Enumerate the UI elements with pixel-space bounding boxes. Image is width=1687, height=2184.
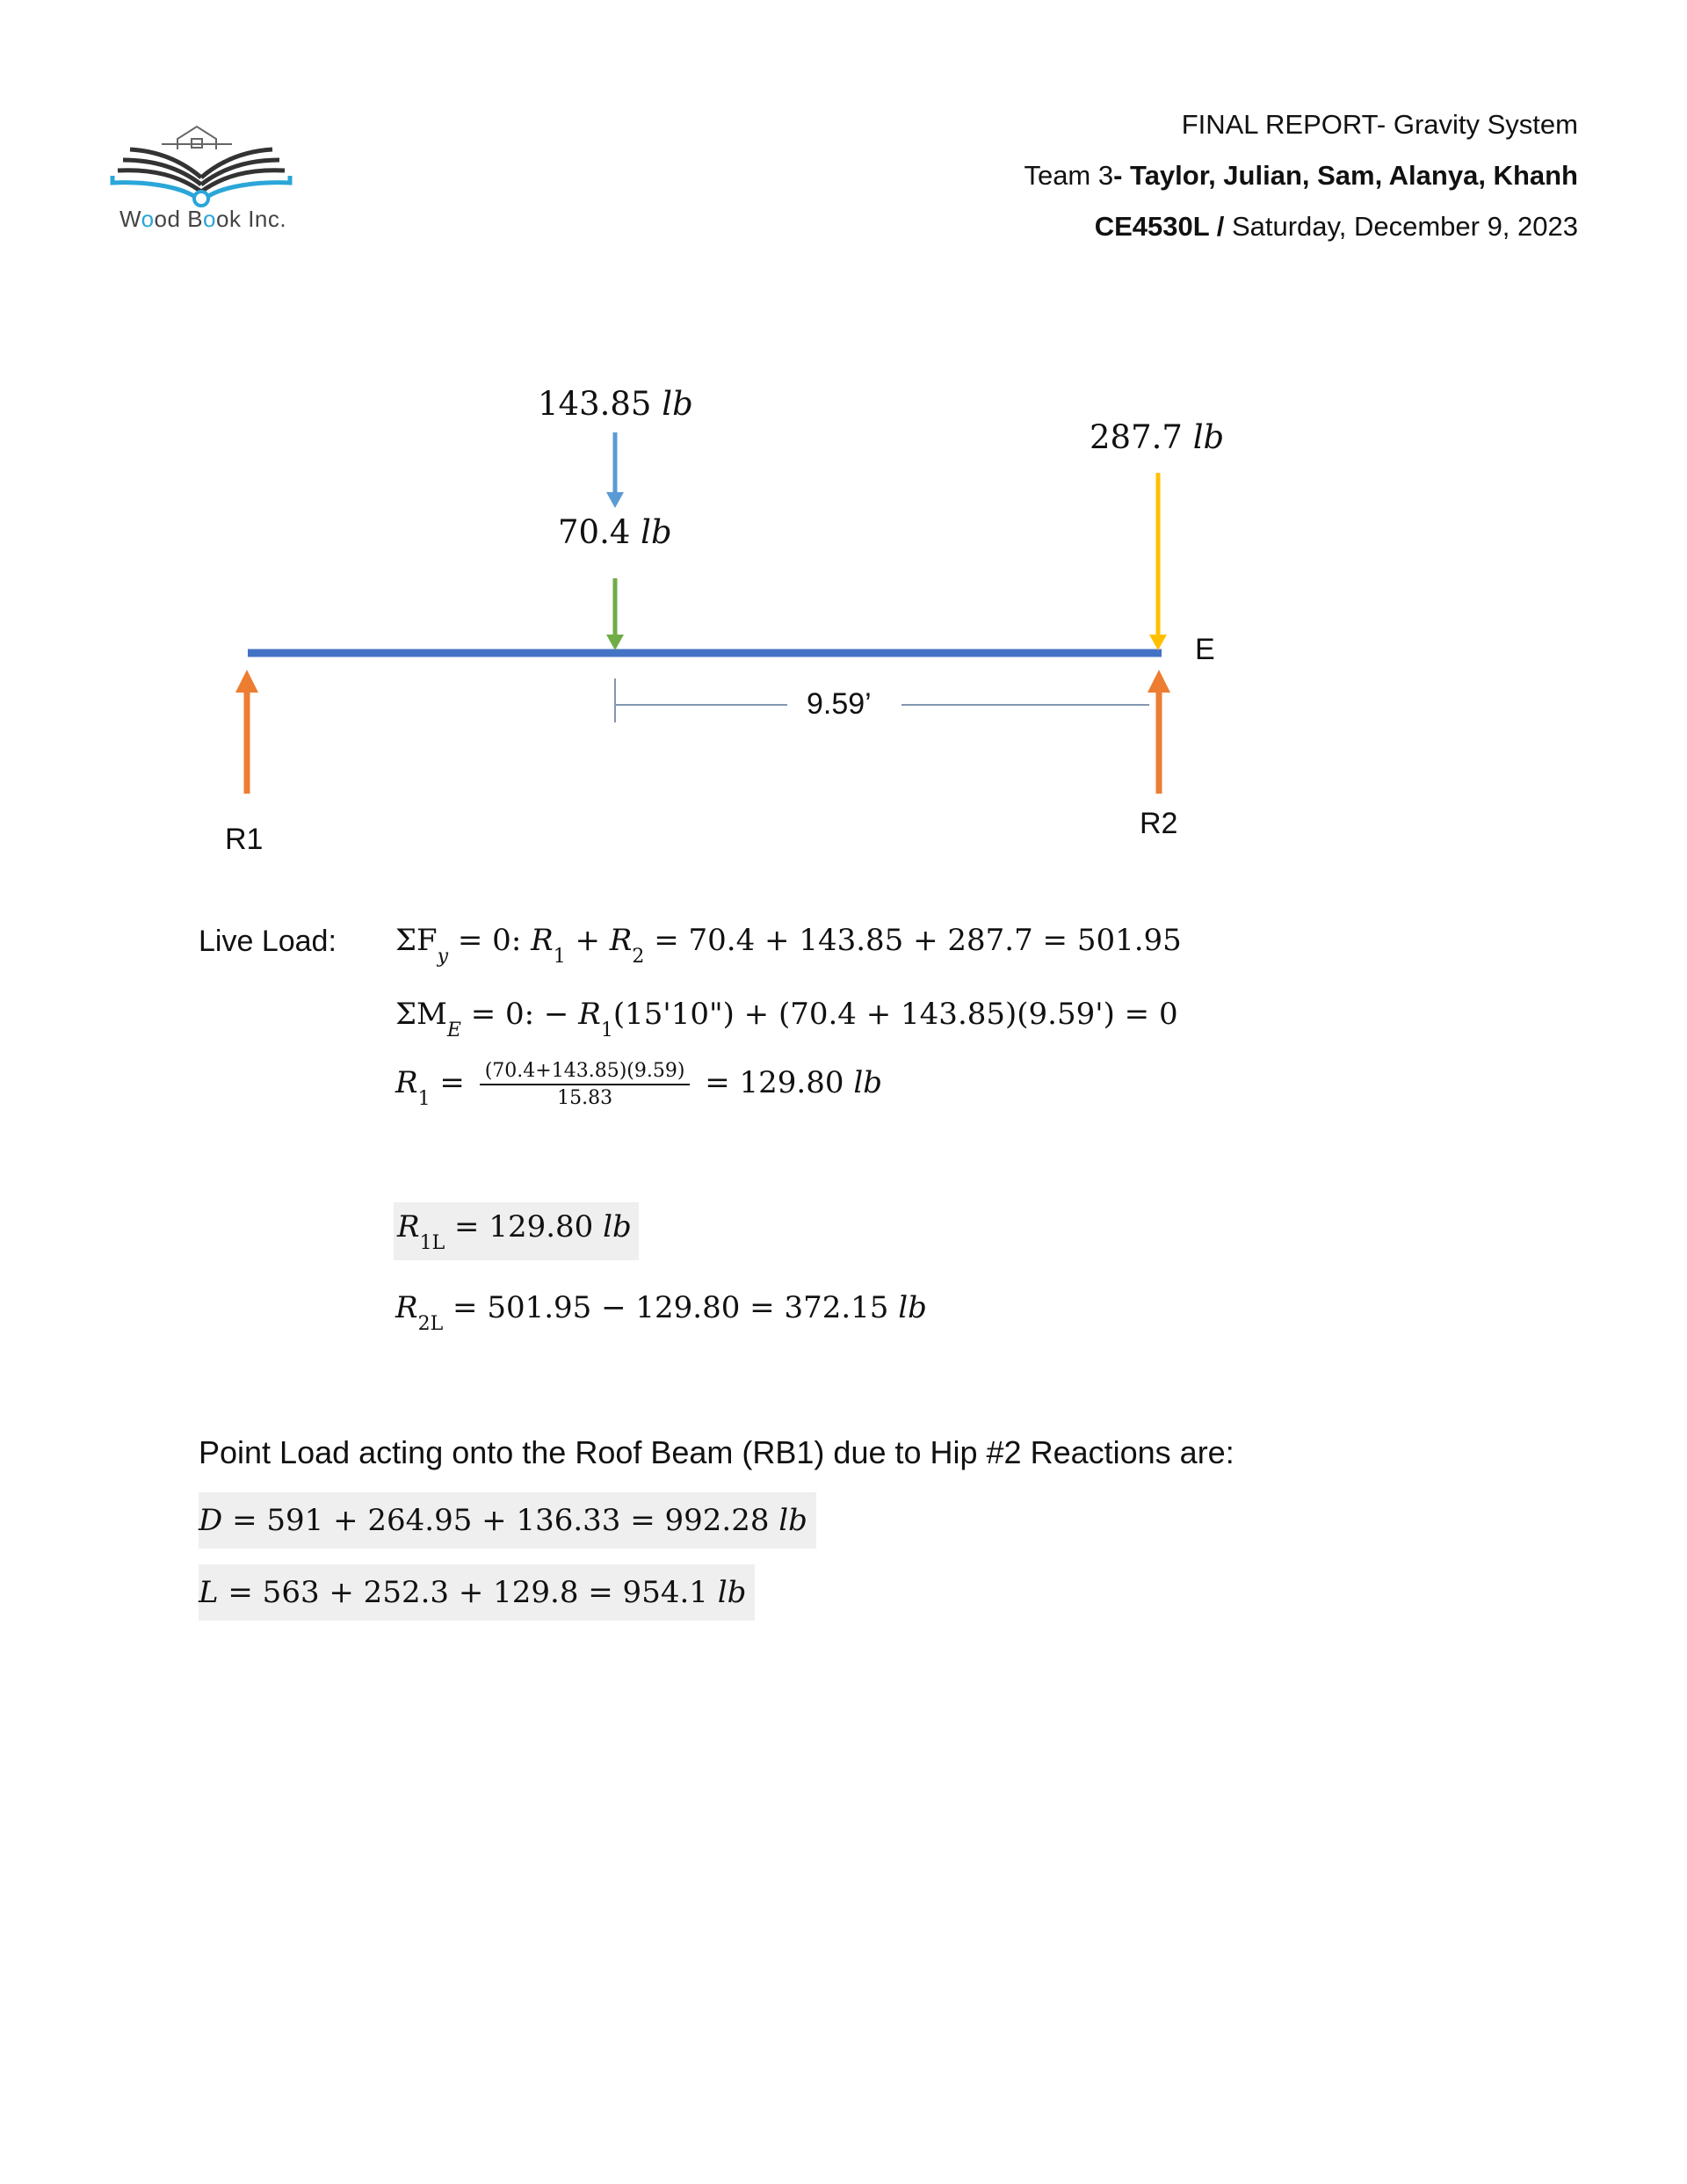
dimension-label: 9.59’ bbox=[807, 687, 872, 721]
dimension-line bbox=[615, 678, 1149, 722]
load-label-top: 143.85 lb bbox=[538, 385, 693, 423]
equation-sum-moments: $\Sigma M_E = 0$: − $R_1(15'10") + (70.4 + 143.85)(9.59') = 0$ bbox=[395, 997, 1178, 1041]
point-e-label: E bbox=[1195, 633, 1215, 666]
course-date-line: CE4530L / Saturday, December 9, 2023 bbox=[1094, 211, 1578, 242]
report-title: FINAL REPORT- Gravity System bbox=[1181, 109, 1578, 140]
reaction-arrow-r1 bbox=[235, 670, 258, 794]
load-arrow-mid bbox=[606, 578, 624, 650]
reaction-arrow-r2 bbox=[1148, 670, 1170, 794]
point-load-title: Point Load acting onto the Roof Beam (RB1) due to Hip #2 Reactions are: bbox=[199, 1434, 1234, 1470]
equation-r1l: $R_{1L} = 129.80$ lb bbox=[394, 1202, 639, 1260]
load-label-mid: 70.4 lb bbox=[558, 513, 672, 551]
load-arrow-top bbox=[606, 432, 624, 508]
equation-r2l: $R_{2L} = 501.95 - 129.80 = 372.15$ lb bbox=[395, 1290, 927, 1335]
r2-label: R2 bbox=[1140, 807, 1178, 840]
team-line: Team 3- Taylor, Julian, Sam, Alanya, Khanh bbox=[1024, 160, 1578, 191]
live-load-label: Live Load: bbox=[199, 925, 337, 958]
beam-diagram bbox=[0, 0, 1687, 879]
r1-label: R1 bbox=[225, 823, 264, 856]
load-arrow-right bbox=[1149, 473, 1167, 650]
live-load-equation: L = 563 + 252.3 + 129.8 = 954.1 lb bbox=[199, 1564, 755, 1621]
dead-load-equation: D = 591 + 264.95 + 136.33 = 992.28 lb bbox=[199, 1492, 816, 1549]
load-label-right: 287.7 lb bbox=[1090, 418, 1225, 456]
fraction: $\frac{(70.4+143.85)(9.59)}{15.83}$ bbox=[480, 1060, 691, 1109]
logo-text: Wood Book Inc. bbox=[119, 206, 287, 232]
equation-sum-forces: $\Sigma F_y = 0$: $R_1 + R_2 = 70.4 + 143.85 + 287.7 = 501.95$ bbox=[395, 923, 1182, 968]
equation-r1: $R_1$ = $\frac{(70.4+143.85)(9.59)}{15.83}$ = 129.80 lb bbox=[395, 1060, 882, 1110]
